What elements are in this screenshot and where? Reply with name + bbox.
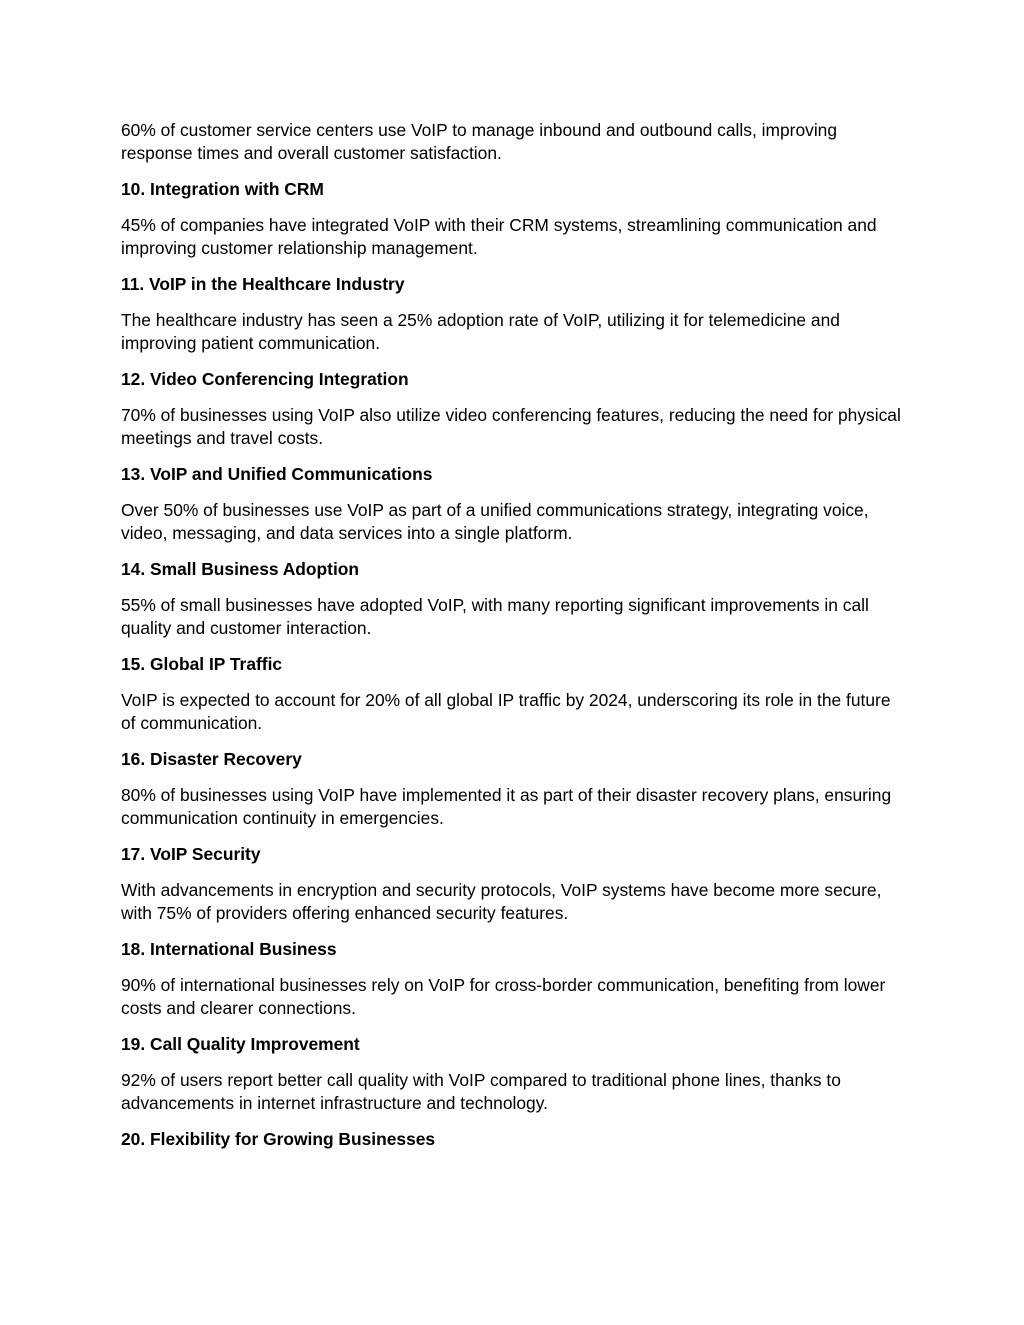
section-heading-integration-crm: 10. Integration with CRM xyxy=(121,179,324,199)
section-heading-unified-communications: 13. VoIP and Unified Communications xyxy=(121,464,433,484)
section-body-healthcare: The healthcare industry has seen a 25% adoption rate of VoIP, utilizing it for telemedicine and improving patient communication. xyxy=(121,310,840,353)
section-heading-healthcare: 11. VoIP in the Healthcare Industry xyxy=(121,274,405,294)
section-body-video-conferencing: 70% of businesses using VoIP also utilize video conferencing features, reducing the need for physical meetings and travel costs. xyxy=(121,405,901,448)
section-heading-disaster-recovery: 16. Disaster Recovery xyxy=(121,749,302,769)
section-body-call-quality: 92% of users report better call quality with VoIP compared to traditional phone lines, thanks to advancements in internet infrastructure and technology. xyxy=(121,1070,841,1113)
section-heading-voip-security: 17. VoIP Security xyxy=(121,844,261,864)
section-body-global-ip-traffic: VoIP is expected to account for 20% of all global IP traffic by 2024, underscoring its role in the future of communication. xyxy=(121,690,891,733)
section-body-voip-security: With advancements in encryption and security protocols, VoIP systems have become more secure, with 75% of providers offering enhanced security features. xyxy=(121,880,882,923)
section-body-disaster-recovery: 80% of businesses using VoIP have implemented it as part of their disaster recovery plans, ensuring communication continuity in emergencies. xyxy=(121,785,892,828)
section-heading-call-quality: 19. Call Quality Improvement xyxy=(121,1034,360,1054)
section-body-small-business: 55% of small businesses have adopted VoIP, with many reporting significant improvements in call quality and customer interaction. xyxy=(121,595,869,638)
section-heading-video-conferencing: 12. Video Conferencing Integration xyxy=(121,369,409,389)
section-heading-flexibility: 20. Flexibility for Growing Businesses xyxy=(121,1129,436,1149)
document-page xyxy=(121,119,901,1164)
section-body-international-business: 90% of international businesses rely on VoIP for cross-border communication, benefiting from lower costs and clearer connections. xyxy=(121,975,886,1018)
intro-paragraph: 60% of customer service centers use VoIP to manage inbound and outbound calls, improving response times and overall customer satisfaction. xyxy=(121,120,838,163)
section-heading-international-business: 18. International Business xyxy=(121,939,337,959)
section-body-unified-communications: Over 50% of businesses use VoIP as part of a unified communications strategy, integrating voice, video, messaging, and data services into a single platform. xyxy=(121,500,869,543)
section-heading-global-ip-traffic: 15. Global IP Traffic xyxy=(121,654,283,674)
section-heading-small-business: 14. Small Business Adoption xyxy=(121,559,360,579)
section-body-integration-crm: 45% of companies have integrated VoIP with their CRM systems, streamlining communication and improving customer relationship management. xyxy=(121,215,877,258)
